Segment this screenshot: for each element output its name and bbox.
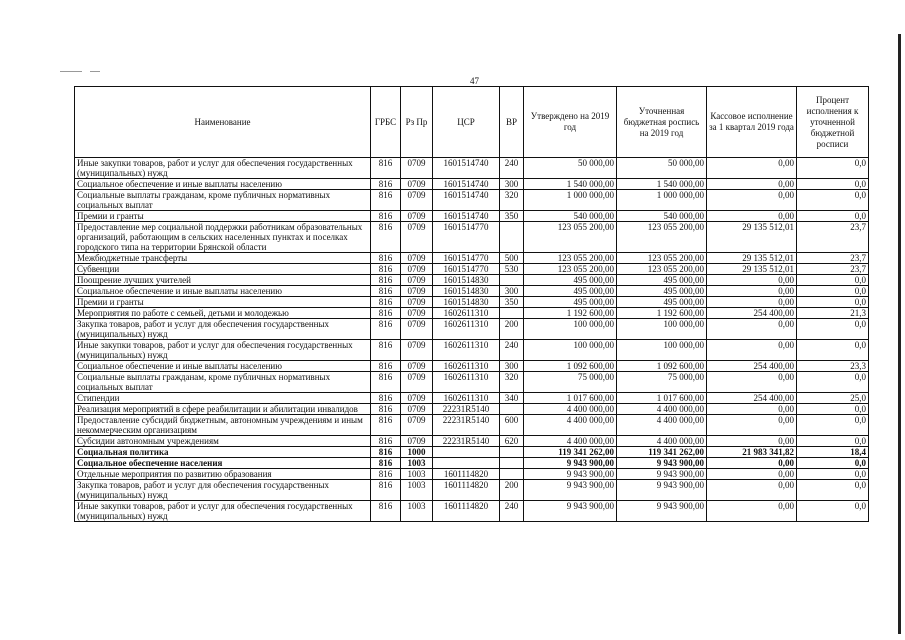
cell-percent: 0,0 [797, 211, 869, 222]
cell-refined: 75 000,00 [617, 372, 707, 393]
table-row [75, 415, 869, 436]
cell-refined: 4 400 000,00 [617, 404, 707, 415]
cell-name: Стипендии [75, 393, 371, 404]
cell-refined: 4 400 000,00 [617, 436, 707, 447]
cell-refined: 123 055 200,00 [617, 264, 707, 275]
cell-approved: 119 341 262,00 [524, 447, 617, 458]
cell-approved: 1 000 000,00 [524, 190, 617, 211]
cell-cash: 0,00 [707, 179, 797, 190]
cell-percent: 23,3 [797, 361, 869, 372]
cell-refined: 1 192 600,00 [617, 308, 707, 319]
cell-grbs: 816 [371, 253, 401, 264]
cell-csr: 1601514830 [433, 297, 500, 308]
cell-cash: 0,00 [707, 458, 797, 469]
cell-approved: 1 017 600,00 [524, 393, 617, 404]
cell-refined: 123 055 200,00 [617, 253, 707, 264]
table-row [75, 253, 869, 264]
cell-rzpr: 0709 [401, 264, 433, 275]
cell-approved: 75 000,00 [524, 372, 617, 393]
cell-name: Социальное обеспечение и иные выплаты населению [75, 286, 371, 297]
cell-name: Отдельные мероприятия по развитию образования [75, 469, 371, 480]
cell-rzpr: 0709 [401, 319, 433, 340]
budget-table [74, 86, 869, 522]
cell-grbs: 816 [371, 319, 401, 340]
cell-rzpr: 0709 [401, 340, 433, 361]
cell-csr: 1602611310 [433, 319, 500, 340]
cell-rzpr: 0709 [401, 275, 433, 286]
cell-cash: 0,00 [707, 436, 797, 447]
cell-vr [500, 469, 524, 480]
cell-cash: 0,00 [707, 340, 797, 361]
table-row [75, 286, 869, 297]
cell-approved: 1 092 600,00 [524, 361, 617, 372]
cell-rzpr: 0709 [401, 222, 433, 253]
cell-name: Социальное обеспечение населения [75, 458, 371, 469]
cell-approved: 9 943 900,00 [524, 469, 617, 480]
cell-cash: 0,00 [707, 501, 797, 522]
cell-name: Закупка товаров, работ и услуг для обеспечения государственных (муниципальных) нужд [75, 480, 371, 501]
table-row [75, 158, 869, 179]
header-approved: Утверждено на 2019 год [524, 87, 617, 158]
table-row [75, 264, 869, 275]
cell-refined: 9 943 900,00 [617, 501, 707, 522]
cell-approved: 4 400 000,00 [524, 404, 617, 415]
table-row [75, 447, 869, 458]
cell-vr: 320 [500, 372, 524, 393]
cell-name: Социальные выплаты гражданам, кроме публичных нормативных социальных выплат [75, 190, 371, 211]
cell-cash: 0,00 [707, 469, 797, 480]
cell-cash: 29 135 512,01 [707, 222, 797, 253]
cell-vr: 340 [500, 393, 524, 404]
cell-refined: 100 000,00 [617, 319, 707, 340]
cell-csr: 1601114820 [433, 480, 500, 501]
cell-grbs: 816 [371, 372, 401, 393]
cell-csr: 1601514830 [433, 275, 500, 286]
cell-csr: 1601514770 [433, 253, 500, 264]
table-row [75, 222, 869, 253]
table-row [75, 190, 869, 211]
table-header-row [75, 87, 869, 158]
table-row [75, 404, 869, 415]
table-row [75, 319, 869, 340]
cell-csr: 1602611310 [433, 372, 500, 393]
cell-name: Социальное обеспечение и иные выплаты населению [75, 361, 371, 372]
cell-cash: 254 400,00 [707, 361, 797, 372]
cell-rzpr: 1003 [401, 501, 433, 522]
cell-cash: 0,00 [707, 415, 797, 436]
cell-csr [433, 458, 500, 469]
cell-grbs: 816 [371, 211, 401, 222]
cell-csr: 1602611310 [433, 393, 500, 404]
cell-vr: 530 [500, 264, 524, 275]
cell-percent: 0,0 [797, 480, 869, 501]
cell-rzpr: 0709 [401, 361, 433, 372]
scan-artifact [90, 71, 100, 72]
cell-cash: 254 400,00 [707, 393, 797, 404]
cell-percent: 0,0 [797, 501, 869, 522]
cell-grbs: 816 [371, 264, 401, 275]
cell-grbs: 816 [371, 179, 401, 190]
cell-percent: 0,0 [797, 404, 869, 415]
cell-rzpr: 1003 [401, 469, 433, 480]
cell-grbs: 816 [371, 458, 401, 469]
header-grbs: ГРБС [371, 87, 401, 158]
cell-rzpr: 0709 [401, 253, 433, 264]
cell-approved: 495 000,00 [524, 286, 617, 297]
table-row [75, 340, 869, 361]
scan-artifact [60, 71, 82, 72]
cell-percent: 23,7 [797, 264, 869, 275]
cell-vr: 350 [500, 211, 524, 222]
cell-vr: 240 [500, 340, 524, 361]
header-csr: ЦСР [433, 87, 500, 158]
cell-name: Социальное обеспечение и иные выплаты населению [75, 179, 371, 190]
cell-percent: 0,0 [797, 297, 869, 308]
cell-refined: 495 000,00 [617, 297, 707, 308]
cell-vr [500, 404, 524, 415]
cell-approved: 123 055 200,00 [524, 222, 617, 253]
cell-cash: 0,00 [707, 297, 797, 308]
cell-refined: 50 000,00 [617, 158, 707, 179]
cell-approved: 9 943 900,00 [524, 501, 617, 522]
cell-approved: 495 000,00 [524, 297, 617, 308]
cell-percent: 0,0 [797, 458, 869, 469]
cell-rzpr: 0709 [401, 308, 433, 319]
cell-refined: 1 017 600,00 [617, 393, 707, 404]
cell-vr: 620 [500, 436, 524, 447]
cell-percent: 0,0 [797, 436, 869, 447]
cell-vr [500, 222, 524, 253]
cell-percent: 0,0 [797, 286, 869, 297]
cell-rzpr: 1000 [401, 447, 433, 458]
cell-csr: 22231R5140 [433, 415, 500, 436]
cell-percent: 0,0 [797, 372, 869, 393]
cell-percent: 0,0 [797, 415, 869, 436]
cell-csr: 1602611310 [433, 340, 500, 361]
cell-percent: 0,0 [797, 469, 869, 480]
cell-refined: 119 341 262,00 [617, 447, 707, 458]
cell-rzpr: 0709 [401, 286, 433, 297]
cell-grbs: 816 [371, 286, 401, 297]
cell-name: Премии и гранты [75, 211, 371, 222]
cell-percent: 0,0 [797, 340, 869, 361]
cell-vr: 300 [500, 179, 524, 190]
cell-rzpr: 0709 [401, 404, 433, 415]
cell-csr: 1601114820 [433, 501, 500, 522]
cell-approved: 123 055 200,00 [524, 253, 617, 264]
cell-csr: 1602611310 [433, 361, 500, 372]
table-row [75, 179, 869, 190]
cell-cash: 29 135 512,01 [707, 264, 797, 275]
cell-name: Субвенции [75, 264, 371, 275]
cell-vr: 500 [500, 253, 524, 264]
cell-csr: 1602611310 [433, 308, 500, 319]
cell-grbs: 816 [371, 158, 401, 179]
cell-grbs: 816 [371, 222, 401, 253]
cell-cash: 0,00 [707, 275, 797, 286]
cell-name: Социальные выплаты гражданам, кроме публичных нормативных социальных выплат [75, 372, 371, 393]
cell-grbs: 816 [371, 275, 401, 286]
cell-vr [500, 308, 524, 319]
header-vr: ВР [500, 87, 524, 158]
cell-cash: 0,00 [707, 319, 797, 340]
cell-rzpr: 0709 [401, 415, 433, 436]
cell-rzpr: 0709 [401, 436, 433, 447]
cell-csr: 1601114820 [433, 469, 500, 480]
cell-csr: 1601514770 [433, 222, 500, 253]
page-number: 47 [470, 76, 479, 86]
cell-vr: 240 [500, 158, 524, 179]
table-row [75, 297, 869, 308]
cell-rzpr: 1003 [401, 480, 433, 501]
cell-name: Предоставление мер социальной поддержки работникам образовательных организаций, работающим в сельских населенных пунктах и поселках городского типа на территории Брянской области [75, 222, 371, 253]
cell-vr: 300 [500, 286, 524, 297]
cell-refined: 1 540 000,00 [617, 179, 707, 190]
cell-cash: 29 135 512,01 [707, 253, 797, 264]
cell-approved: 495 000,00 [524, 275, 617, 286]
cell-percent: 23,7 [797, 253, 869, 264]
cell-grbs: 816 [371, 340, 401, 361]
cell-approved: 9 943 900,00 [524, 480, 617, 501]
cell-name: Мероприятия по работе с семьей, детьми и молодежью [75, 308, 371, 319]
cell-grbs: 816 [371, 308, 401, 319]
cell-csr [433, 447, 500, 458]
cell-percent: 0,0 [797, 190, 869, 211]
cell-grbs: 816 [371, 447, 401, 458]
table-row [75, 393, 869, 404]
cell-vr: 600 [500, 415, 524, 436]
cell-csr: 22231R5140 [433, 436, 500, 447]
cell-csr: 22231R5140 [433, 404, 500, 415]
cell-cash: 21 983 341,82 [707, 447, 797, 458]
cell-grbs: 816 [371, 480, 401, 501]
cell-name: Иные закупки товаров, работ и услуг для обеспечения государственных (муниципальных) нужд [75, 158, 371, 179]
cell-rzpr: 0709 [401, 158, 433, 179]
cell-percent: 0,0 [797, 179, 869, 190]
header-rzpr: Рз Пр [401, 87, 433, 158]
cell-percent: 21,3 [797, 308, 869, 319]
cell-grbs: 816 [371, 297, 401, 308]
cell-cash: 0,00 [707, 211, 797, 222]
cell-name: Субсидии автономным учреждениям [75, 436, 371, 447]
table-row [75, 469, 869, 480]
cell-refined: 1 092 600,00 [617, 361, 707, 372]
cell-vr [500, 458, 524, 469]
table-row [75, 372, 869, 393]
cell-refined: 4 400 000,00 [617, 415, 707, 436]
cell-csr: 1601514770 [433, 264, 500, 275]
cell-percent: 25,0 [797, 393, 869, 404]
header-name: Наименование [75, 87, 371, 158]
cell-cash: 0,00 [707, 480, 797, 501]
header-cash: Кассовое исполнение за 1 квартал 2019 года [707, 87, 797, 158]
cell-csr: 1601514740 [433, 211, 500, 222]
table-row [75, 308, 869, 319]
cell-percent: 18,4 [797, 447, 869, 458]
cell-vr [500, 447, 524, 458]
cell-csr: 1601514740 [433, 190, 500, 211]
cell-cash: 0,00 [707, 372, 797, 393]
cell-name: Премии и гранты [75, 297, 371, 308]
cell-cash: 0,00 [707, 286, 797, 297]
cell-rzpr: 0709 [401, 211, 433, 222]
cell-approved: 123 055 200,00 [524, 264, 617, 275]
cell-refined: 540 000,00 [617, 211, 707, 222]
cell-grbs: 816 [371, 501, 401, 522]
cell-rzpr: 1003 [401, 458, 433, 469]
cell-approved: 100 000,00 [524, 340, 617, 361]
cell-vr: 300 [500, 361, 524, 372]
table-row [75, 436, 869, 447]
table-row [75, 361, 869, 372]
cell-approved: 4 400 000,00 [524, 436, 617, 447]
header-percent: Процент исполнения к уточненной бюджетной росписи [797, 87, 869, 158]
cell-cash: 0,00 [707, 190, 797, 211]
cell-percent: 0,0 [797, 158, 869, 179]
cell-rzpr: 0709 [401, 393, 433, 404]
cell-approved: 4 400 000,00 [524, 415, 617, 436]
cell-grbs: 816 [371, 469, 401, 480]
cell-rzpr: 0709 [401, 372, 433, 393]
cell-refined: 495 000,00 [617, 275, 707, 286]
cell-vr: 240 [500, 501, 524, 522]
table-row [75, 501, 869, 522]
cell-refined: 1 000 000,00 [617, 190, 707, 211]
cell-rzpr: 0709 [401, 190, 433, 211]
cell-approved: 50 000,00 [524, 158, 617, 179]
cell-cash: 254 400,00 [707, 308, 797, 319]
scan-edge [898, 34, 901, 634]
cell-name: Иные закупки товаров, работ и услуг для обеспечения государственных (муниципальных) нужд [75, 501, 371, 522]
cell-vr: 200 [500, 480, 524, 501]
cell-name: Социальная политика [75, 447, 371, 458]
cell-vr: 320 [500, 190, 524, 211]
cell-grbs: 816 [371, 190, 401, 211]
cell-rzpr: 0709 [401, 179, 433, 190]
cell-percent: 23,7 [797, 222, 869, 253]
cell-vr: 200 [500, 319, 524, 340]
cell-percent: 0,0 [797, 275, 869, 286]
cell-approved: 540 000,00 [524, 211, 617, 222]
cell-grbs: 816 [371, 361, 401, 372]
table-row [75, 211, 869, 222]
cell-csr: 1601514740 [433, 158, 500, 179]
cell-rzpr: 0709 [401, 297, 433, 308]
cell-name: Закупка товаров, работ и услуг для обеспечения государственных (муниципальных) нужд [75, 319, 371, 340]
cell-refined: 9 943 900,00 [617, 480, 707, 501]
cell-cash: 0,00 [707, 404, 797, 415]
cell-percent: 0,0 [797, 319, 869, 340]
header-refined: Уточненная бюджетная роспись на 2019 год [617, 87, 707, 158]
cell-refined: 100 000,00 [617, 340, 707, 361]
cell-approved: 1 540 000,00 [524, 179, 617, 190]
cell-name: Поощрение лучших учителей [75, 275, 371, 286]
cell-refined: 9 943 900,00 [617, 458, 707, 469]
cell-vr [500, 275, 524, 286]
table-row [75, 275, 869, 286]
cell-grbs: 816 [371, 393, 401, 404]
cell-grbs: 816 [371, 404, 401, 415]
cell-vr: 350 [500, 297, 524, 308]
table-row [75, 458, 869, 469]
cell-refined: 495 000,00 [617, 286, 707, 297]
cell-refined: 123 055 200,00 [617, 222, 707, 253]
cell-name: Межбюджетные трансферты [75, 253, 371, 264]
cell-cash: 0,00 [707, 158, 797, 179]
cell-name: Предоставление субсидий бюджетным, автономным учреждениям и иным некоммерческим организациям [75, 415, 371, 436]
cell-approved: 100 000,00 [524, 319, 617, 340]
cell-name: Иные закупки товаров, работ и услуг для обеспечения государственных (муниципальных) нужд [75, 340, 371, 361]
table-row [75, 480, 869, 501]
cell-approved: 9 943 900,00 [524, 458, 617, 469]
cell-grbs: 816 [371, 436, 401, 447]
cell-name: Реализация мероприятий в сфере реабилитации и абилитации инвалидов [75, 404, 371, 415]
cell-refined: 9 943 900,00 [617, 469, 707, 480]
cell-csr: 1601514740 [433, 179, 500, 190]
cell-csr: 1601514830 [433, 286, 500, 297]
cell-grbs: 816 [371, 415, 401, 436]
cell-approved: 1 192 600,00 [524, 308, 617, 319]
